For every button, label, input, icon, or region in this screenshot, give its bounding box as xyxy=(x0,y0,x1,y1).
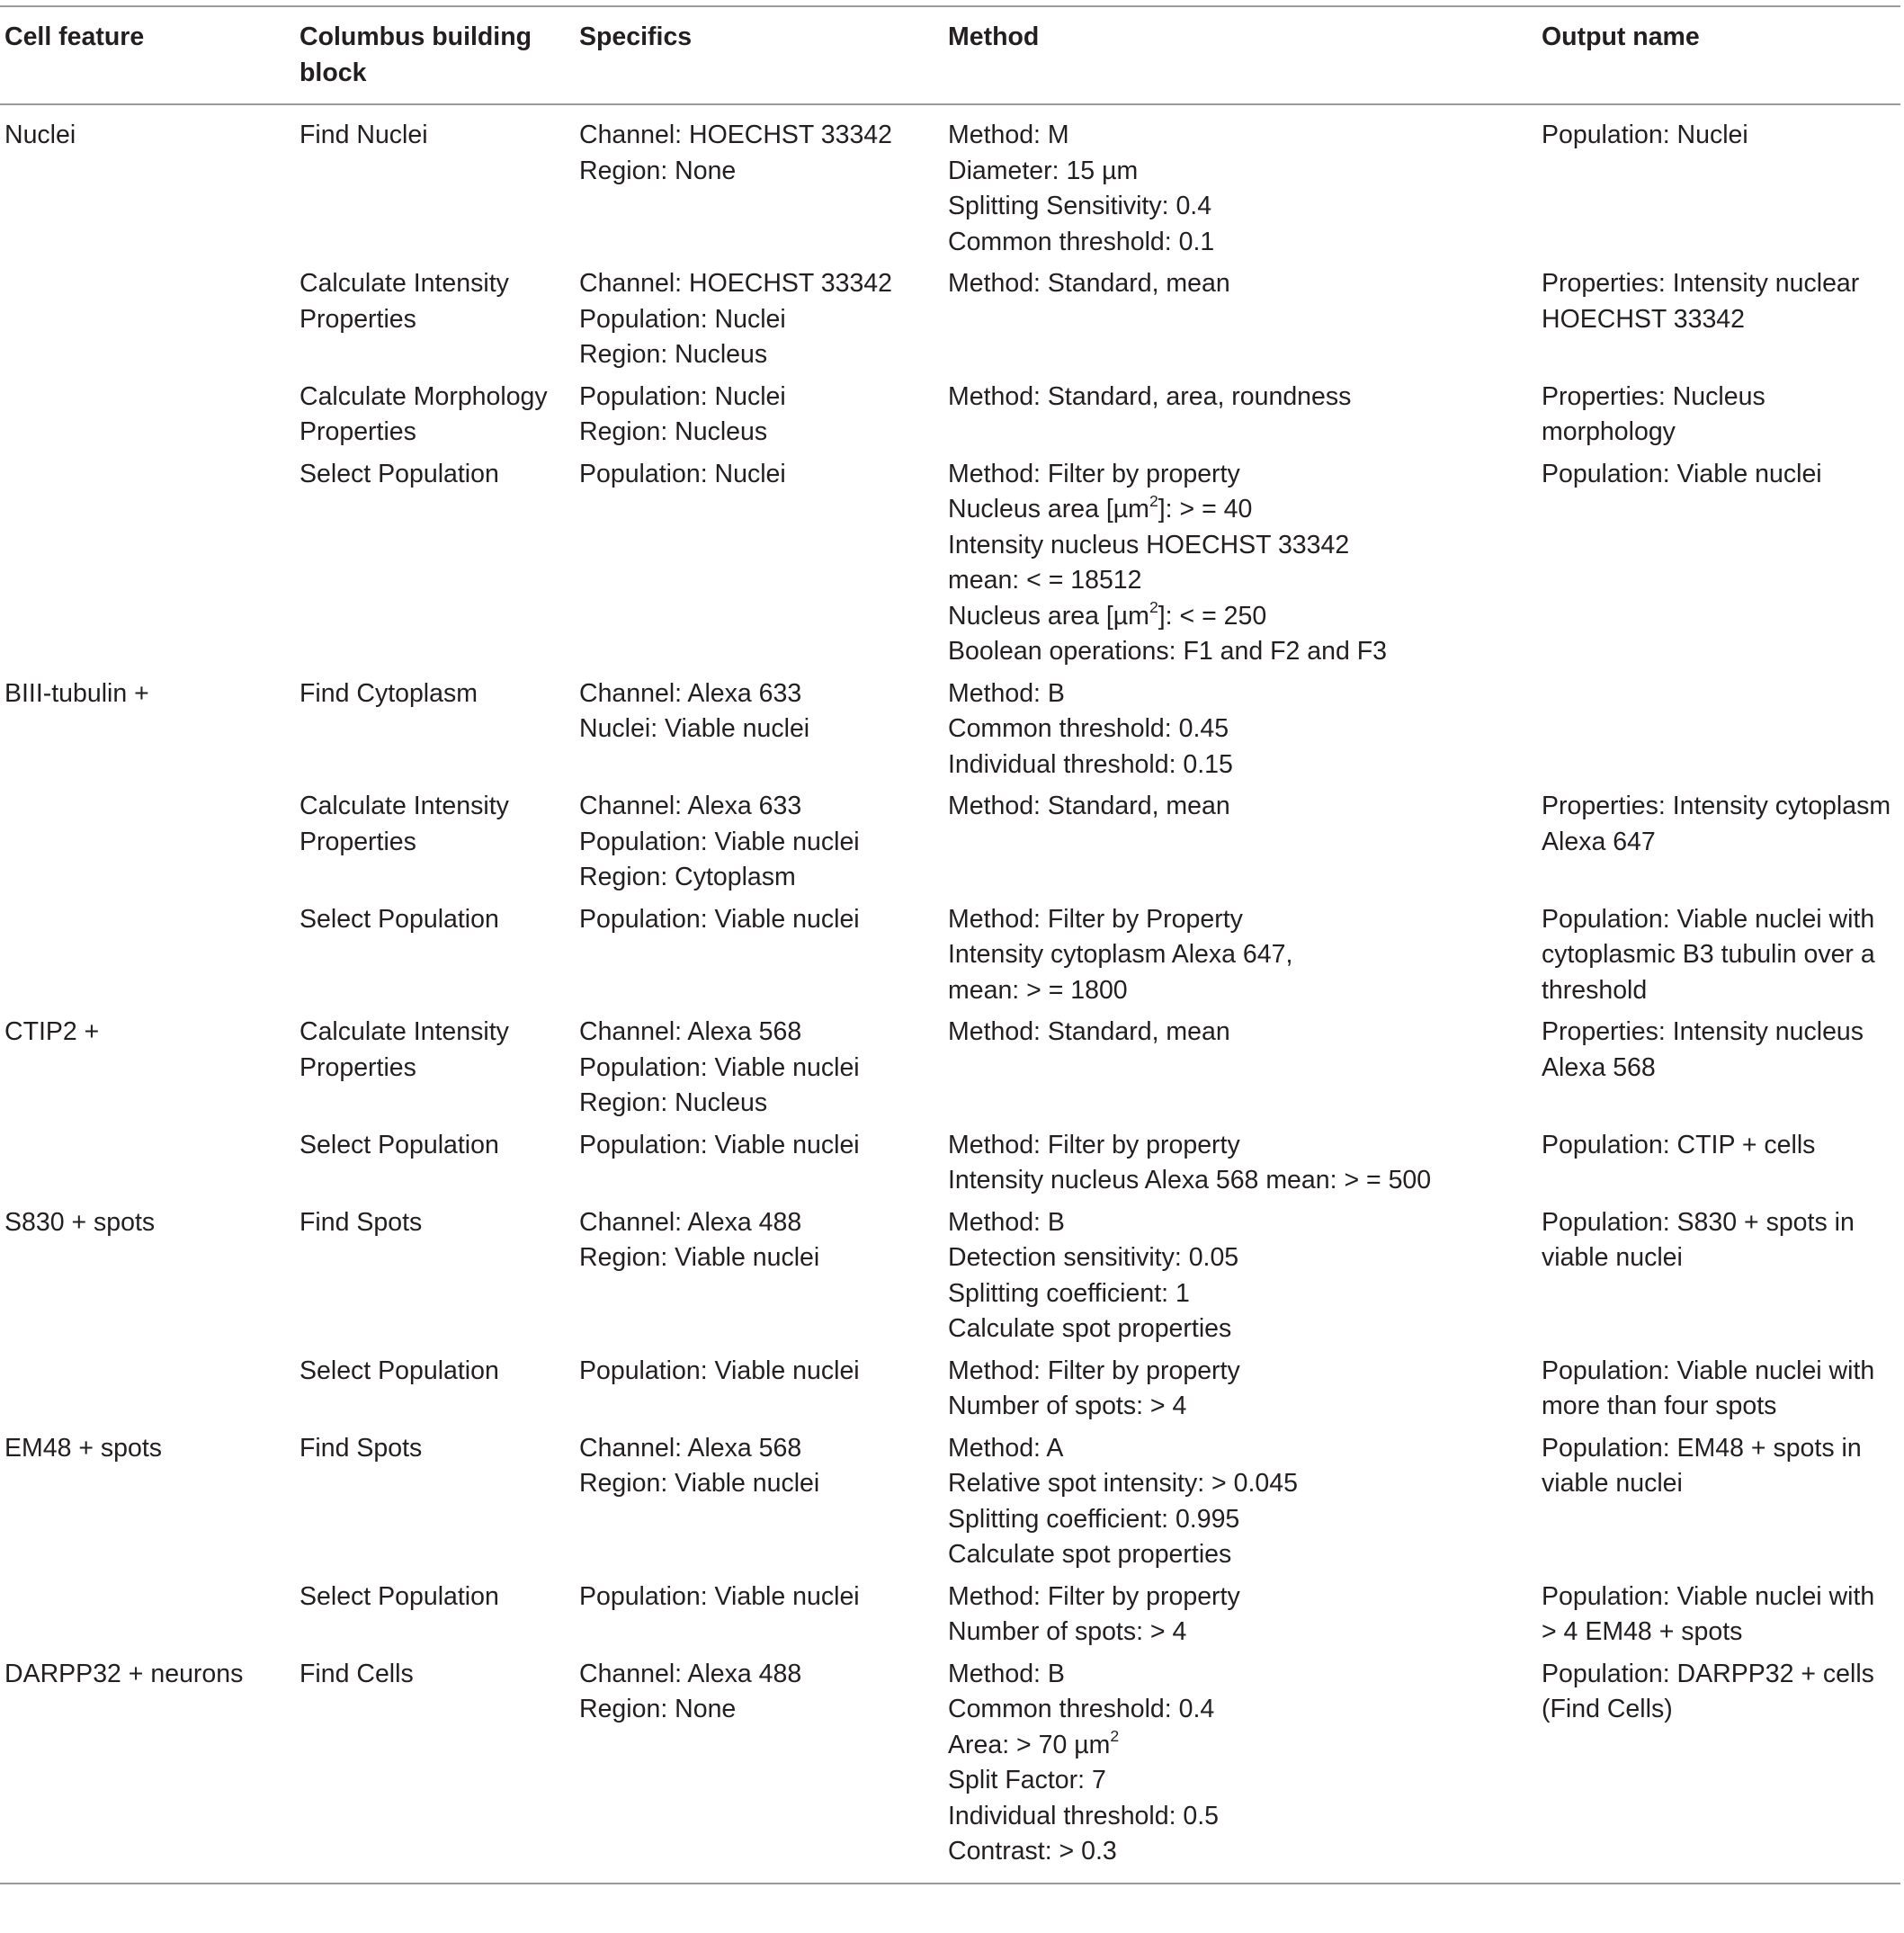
table-row xyxy=(0,452,1900,672)
cell-block: Calculate Intensity Properties xyxy=(299,269,509,334)
cell-block: Calculate Intensity Properties xyxy=(299,792,509,856)
method-line xyxy=(948,1728,1528,1764)
cell-method xyxy=(943,1575,1537,1652)
specifics-line: Population: Viable nuclei xyxy=(579,1356,860,1385)
specifics-line: Nuclei: Viable nuclei xyxy=(579,714,810,743)
table-row xyxy=(0,262,1900,375)
method-line: Splitting coefficient: 0.995 xyxy=(948,1504,1240,1534)
specifics-line: Channel: Alexa 568 xyxy=(579,1017,802,1046)
method-line: Method: B xyxy=(948,678,1065,708)
table-row xyxy=(0,1427,1900,1575)
output-text: Population: S830 + spots in viable nuclei xyxy=(1542,1207,1855,1272)
cell-method xyxy=(943,1652,1537,1884)
specifics-line: Region: None xyxy=(579,156,737,185)
method-fragment: Nucleus area [µm xyxy=(948,601,1149,631)
cell-output xyxy=(1537,898,1900,1011)
output-text: Population: DARPP32 + cells (Find Cells) xyxy=(1542,1659,1874,1723)
cell-specifics xyxy=(575,898,943,1011)
method-line: Method: Standard, mean xyxy=(948,269,1230,298)
cell-method xyxy=(943,1201,1537,1349)
header-row xyxy=(0,6,1900,104)
specifics-line: Region: Nucleus xyxy=(579,417,768,446)
specifics-line: Population: Viable nuclei xyxy=(579,1052,860,1082)
cell-specifics xyxy=(575,262,943,375)
method-line: mean: < = 18512 xyxy=(948,566,1142,595)
method-line: Splitting coefficient: 1 xyxy=(948,1278,1190,1308)
cell-output xyxy=(1537,262,1900,375)
cell-method xyxy=(943,1123,1537,1201)
method-line: Method: B xyxy=(948,1659,1065,1688)
cell-specifics xyxy=(575,1123,943,1201)
cell-specifics xyxy=(575,452,943,672)
method-line xyxy=(948,492,1528,528)
specifics-line: Region: None xyxy=(579,1695,737,1723)
cell-feature xyxy=(0,262,295,375)
method-fragment: Area: > 70 µm xyxy=(948,1730,1111,1759)
method-line: Intensity nucleus HOECHST 33342 xyxy=(948,530,1350,559)
header-cell-feature: Cell feature xyxy=(4,22,145,51)
method-line: Number of spots: > 4 xyxy=(948,1392,1187,1420)
specifics-line: Population: Viable nuclei xyxy=(579,1130,860,1159)
cell-specifics xyxy=(575,375,943,452)
method-line: Intensity nucleus Alexa 568 mean: > = 500 xyxy=(948,1166,1432,1195)
cell-output xyxy=(1537,375,1900,452)
cell-specifics xyxy=(575,1427,943,1575)
cell-feature: S830 + spots xyxy=(4,1207,156,1237)
cell-specifics xyxy=(575,1652,943,1884)
cell-feature xyxy=(0,1349,295,1427)
table-row xyxy=(0,1575,1900,1652)
method-line: Contrast: > 0.3 xyxy=(948,1837,1117,1866)
cell-method xyxy=(943,1427,1537,1575)
method-line: Method: Filter by property xyxy=(948,1581,1240,1611)
cell-block: Select Population xyxy=(299,904,499,934)
specifics-line: Channel: Alexa 633 xyxy=(579,792,802,820)
output-text: Population: EM48 + spots in viable nuclei xyxy=(1542,1433,1862,1498)
cell-block: Select Population xyxy=(299,459,499,488)
cell-block: Select Population xyxy=(299,1130,499,1159)
output-text: Properties: Intensity cytoplasm Alexa 647 xyxy=(1542,792,1891,856)
method-line: Intensity cytoplasm Alexa 647, xyxy=(948,940,1293,969)
method-fragment: ]: > = 40 xyxy=(1158,495,1253,524)
specifics-line: Region: Nucleus xyxy=(579,340,768,369)
method-line: Number of spots: > 4 xyxy=(948,1617,1187,1646)
cell-feature xyxy=(0,452,295,672)
cell-output xyxy=(1537,1123,1900,1201)
specifics-line: Region: Viable nuclei xyxy=(579,1469,820,1498)
output-text: Population: Viable nuclei xyxy=(1542,459,1822,488)
cell-specifics xyxy=(575,1349,943,1427)
method-line: Diameter: 15 µm xyxy=(948,156,1139,185)
method-line: Method: B xyxy=(948,1207,1065,1237)
cell-output xyxy=(1537,452,1900,672)
specifics-line: Channel: Alexa 633 xyxy=(579,678,802,708)
specifics-line: Channel: Alexa 568 xyxy=(579,1433,802,1463)
cell-method xyxy=(943,375,1537,452)
specifics-line: Population: Nuclei xyxy=(579,381,786,411)
columbus-analysis-table xyxy=(0,5,1900,1884)
method-line: Method: A xyxy=(948,1433,1064,1463)
table-row xyxy=(0,1652,1900,1884)
output-text: Properties: Nucleus morphology xyxy=(1542,381,1765,446)
cell-feature: BIII-tubulin + xyxy=(4,678,149,708)
specifics-line: Population: Viable nuclei xyxy=(579,904,860,934)
specifics-line: Region: Cytoplasm xyxy=(579,863,796,891)
method-line: Splitting Sensitivity: 0.4 xyxy=(948,192,1212,220)
specifics-line: Region: Nucleus xyxy=(579,1088,768,1117)
superscript: 2 xyxy=(1149,598,1158,617)
cell-feature xyxy=(0,784,295,898)
cell-block: Find Spots xyxy=(299,1433,423,1463)
cell-block: Find Nuclei xyxy=(299,121,428,149)
cell-feature: Nuclei xyxy=(4,121,76,149)
cell-feature: CTIP2 + xyxy=(4,1017,100,1046)
cell-specifics xyxy=(575,784,943,898)
cell-output xyxy=(1537,672,1900,785)
cell-specifics xyxy=(575,1010,943,1123)
table-row xyxy=(0,375,1900,452)
output-text: Properties: Intensity nucleus Alexa 568 xyxy=(1542,1017,1864,1082)
method-line: Calculate spot properties xyxy=(948,1314,1232,1343)
output-text: Properties: Intensity nuclear HOECHST 33342 xyxy=(1542,269,1860,334)
table-row xyxy=(0,672,1900,785)
cell-output xyxy=(1537,1575,1900,1652)
method-line: Common threshold: 0.45 xyxy=(948,714,1229,743)
table-row xyxy=(0,1123,1900,1201)
superscript: 2 xyxy=(1110,1727,1120,1746)
cell-block: Calculate Morphology Properties xyxy=(299,381,548,446)
header-cell-method: Method xyxy=(948,22,1040,51)
specifics-line: Channel: HOECHST 33342 xyxy=(579,269,892,298)
cell-method xyxy=(943,672,1537,785)
cell-feature xyxy=(0,1575,295,1652)
cell-block: Find Spots xyxy=(299,1207,423,1237)
cell-method xyxy=(943,898,1537,1011)
method-line: Method: Standard, area, roundness xyxy=(948,381,1352,411)
cell-method xyxy=(943,1349,1537,1427)
method-fragment: ]: < = 250 xyxy=(1158,601,1267,631)
cell-feature xyxy=(0,1123,295,1201)
cell-method xyxy=(943,784,1537,898)
superscript: 2 xyxy=(1149,491,1158,510)
cell-output xyxy=(1537,1427,1900,1575)
method-line: Calculate spot properties xyxy=(948,1540,1232,1569)
header-cell-block: Columbus building block xyxy=(299,22,532,87)
cell-block: Find Cells xyxy=(299,1659,414,1688)
cell-method xyxy=(943,262,1537,375)
cell-output xyxy=(1537,1010,1900,1123)
method-line: Split Factor: 7 xyxy=(948,1766,1106,1794)
output-text: Population: CTIP + cells xyxy=(1542,1130,1816,1159)
table-row xyxy=(0,104,1900,262)
table-row xyxy=(0,1201,1900,1349)
method-line: Method: Filter by Property xyxy=(948,904,1243,934)
specifics-line: Population: Nuclei xyxy=(579,304,786,334)
cell-specifics xyxy=(575,104,943,262)
cell-block: Find Cytoplasm xyxy=(299,678,478,708)
method-line: Common threshold: 0.4 xyxy=(948,1695,1215,1723)
method-line: Method: Filter by property xyxy=(948,459,1240,488)
method-line: Method: Filter by property xyxy=(948,1356,1240,1385)
cell-specifics xyxy=(575,672,943,785)
cell-output xyxy=(1537,1652,1900,1884)
method-line: Individual threshold: 0.5 xyxy=(948,1801,1220,1830)
table-row xyxy=(0,1010,1900,1123)
header-cell-specifics: Specifics xyxy=(579,22,693,51)
cell-output xyxy=(1537,104,1900,262)
specifics-line: Population: Nuclei xyxy=(579,459,786,488)
method-line xyxy=(948,599,1528,635)
specifics-line: Population: Viable nuclei xyxy=(579,827,860,856)
method-fragment: Nucleus area [µm xyxy=(948,495,1149,524)
specifics-line: Channel: Alexa 488 xyxy=(579,1659,802,1688)
cell-output xyxy=(1537,1349,1900,1427)
cell-block: Calculate Intensity Properties xyxy=(299,1017,509,1082)
cell-block: Select Population xyxy=(299,1356,499,1385)
header-cell-output: Output name xyxy=(1542,22,1700,51)
cell-feature xyxy=(0,898,295,1011)
method-line: Detection sensitivity: 0.05 xyxy=(948,1243,1239,1272)
output-text: Population: Viable nuclei with > 4 EM48 + spots xyxy=(1542,1581,1875,1646)
cell-specifics xyxy=(575,1201,943,1349)
cell-feature: EM48 + spots xyxy=(4,1433,163,1463)
table-row xyxy=(0,898,1900,1011)
cell-method xyxy=(943,1010,1537,1123)
method-line: Method: Standard, mean xyxy=(948,792,1230,820)
specifics-line: Population: Viable nuclei xyxy=(579,1581,860,1611)
data-table-wrapper xyxy=(0,5,1900,1884)
output-text: Population: Viable nuclei with cytoplasmic B3 tubulin over a threshold xyxy=(1542,904,1875,1005)
method-line: Method: Standard, mean xyxy=(948,1017,1230,1046)
table-row xyxy=(0,784,1900,898)
specifics-line: Channel: Alexa 488 xyxy=(579,1207,802,1237)
cell-output xyxy=(1537,784,1900,898)
table-row xyxy=(0,1349,1900,1427)
cell-output xyxy=(1537,1201,1900,1349)
cell-feature xyxy=(0,375,295,452)
method-line: Boolean operations: F1 and F2 and F3 xyxy=(948,637,1387,666)
cell-method xyxy=(943,452,1537,672)
cell-method xyxy=(943,104,1537,262)
cell-specifics xyxy=(575,1575,943,1652)
cell-feature: DARPP32 + neurons xyxy=(4,1659,244,1688)
output-text: Population: Nuclei xyxy=(1542,121,1748,149)
specifics-line: Channel: HOECHST 33342 xyxy=(579,121,892,149)
method-line: Individual threshold: 0.15 xyxy=(948,749,1233,779)
method-line: Method: Filter by property xyxy=(948,1130,1240,1159)
specifics-line: Region: Viable nuclei xyxy=(579,1243,820,1272)
method-line: mean: > = 1800 xyxy=(948,975,1128,1005)
method-line: Method: M xyxy=(948,121,1069,149)
method-line: Common threshold: 0.1 xyxy=(948,227,1215,256)
output-text: Population: Viable nuclei with more than four spots xyxy=(1542,1356,1875,1420)
method-line: Relative spot intensity: > 0.045 xyxy=(948,1469,1298,1498)
cell-block: Select Population xyxy=(299,1581,499,1611)
